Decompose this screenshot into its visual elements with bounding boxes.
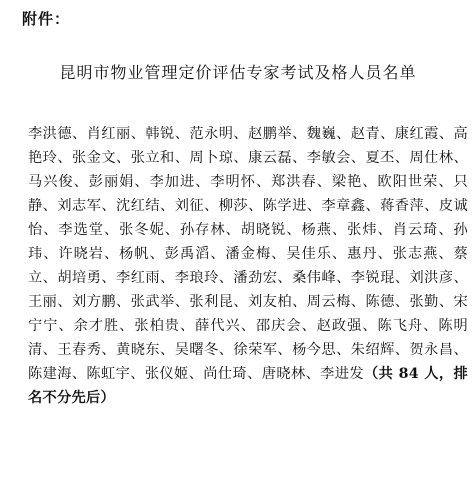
attachment-label: 附件： <box>22 10 71 28</box>
count-note: （共 84 人，排名不分先后） <box>28 366 469 406</box>
document-title: 昆明市物业管理定价评估专家考试及格人员名单 <box>59 63 417 82</box>
names-text: 李洪德、肖红丽、韩锐、范永明、赵鹏举、魏巍、赵青、康红霞、高艳玲、张金文、张立和、周卜琼、康云磊、李敏会、夏丕、周仕林、马兴俊、彭丽娟、李加进、李明怀、郑洪春、梁艳、欧阳世荣、只静、刘志军、沈红结、刘征、柳莎、陈学进、李章鑫、蒋香萍、皮诚怡、李选堂、张冬妮、孙存林、胡晓锐、杨燕、张炜、肖云琦、孙玮、许晓岩、杨帆、彭禹滔、潘金梅、吴佳乐、惠丹、张志燕、蔡立、胡培勇、李红雨、李琅玲、潘劲宏、桑伟峰、李锐琨、刘洪彦、王丽、刘方鹏、张武举、张利昆、刘友柏、周云梅、陈德、张勤、宋宁宁、余才胜、张柏贵、薛代兴、邵庆会、赵政强、陈飞舟、陈明清、王春秀、黄晓东、吴曙冬、徐荣军、杨今思、朱绍辉、贺永昌、陈建海、陈虹宇、张仪姬、尚仕琦、唐晓林、李进发 <box>28 126 468 382</box>
name-list <box>28 122 468 410</box>
